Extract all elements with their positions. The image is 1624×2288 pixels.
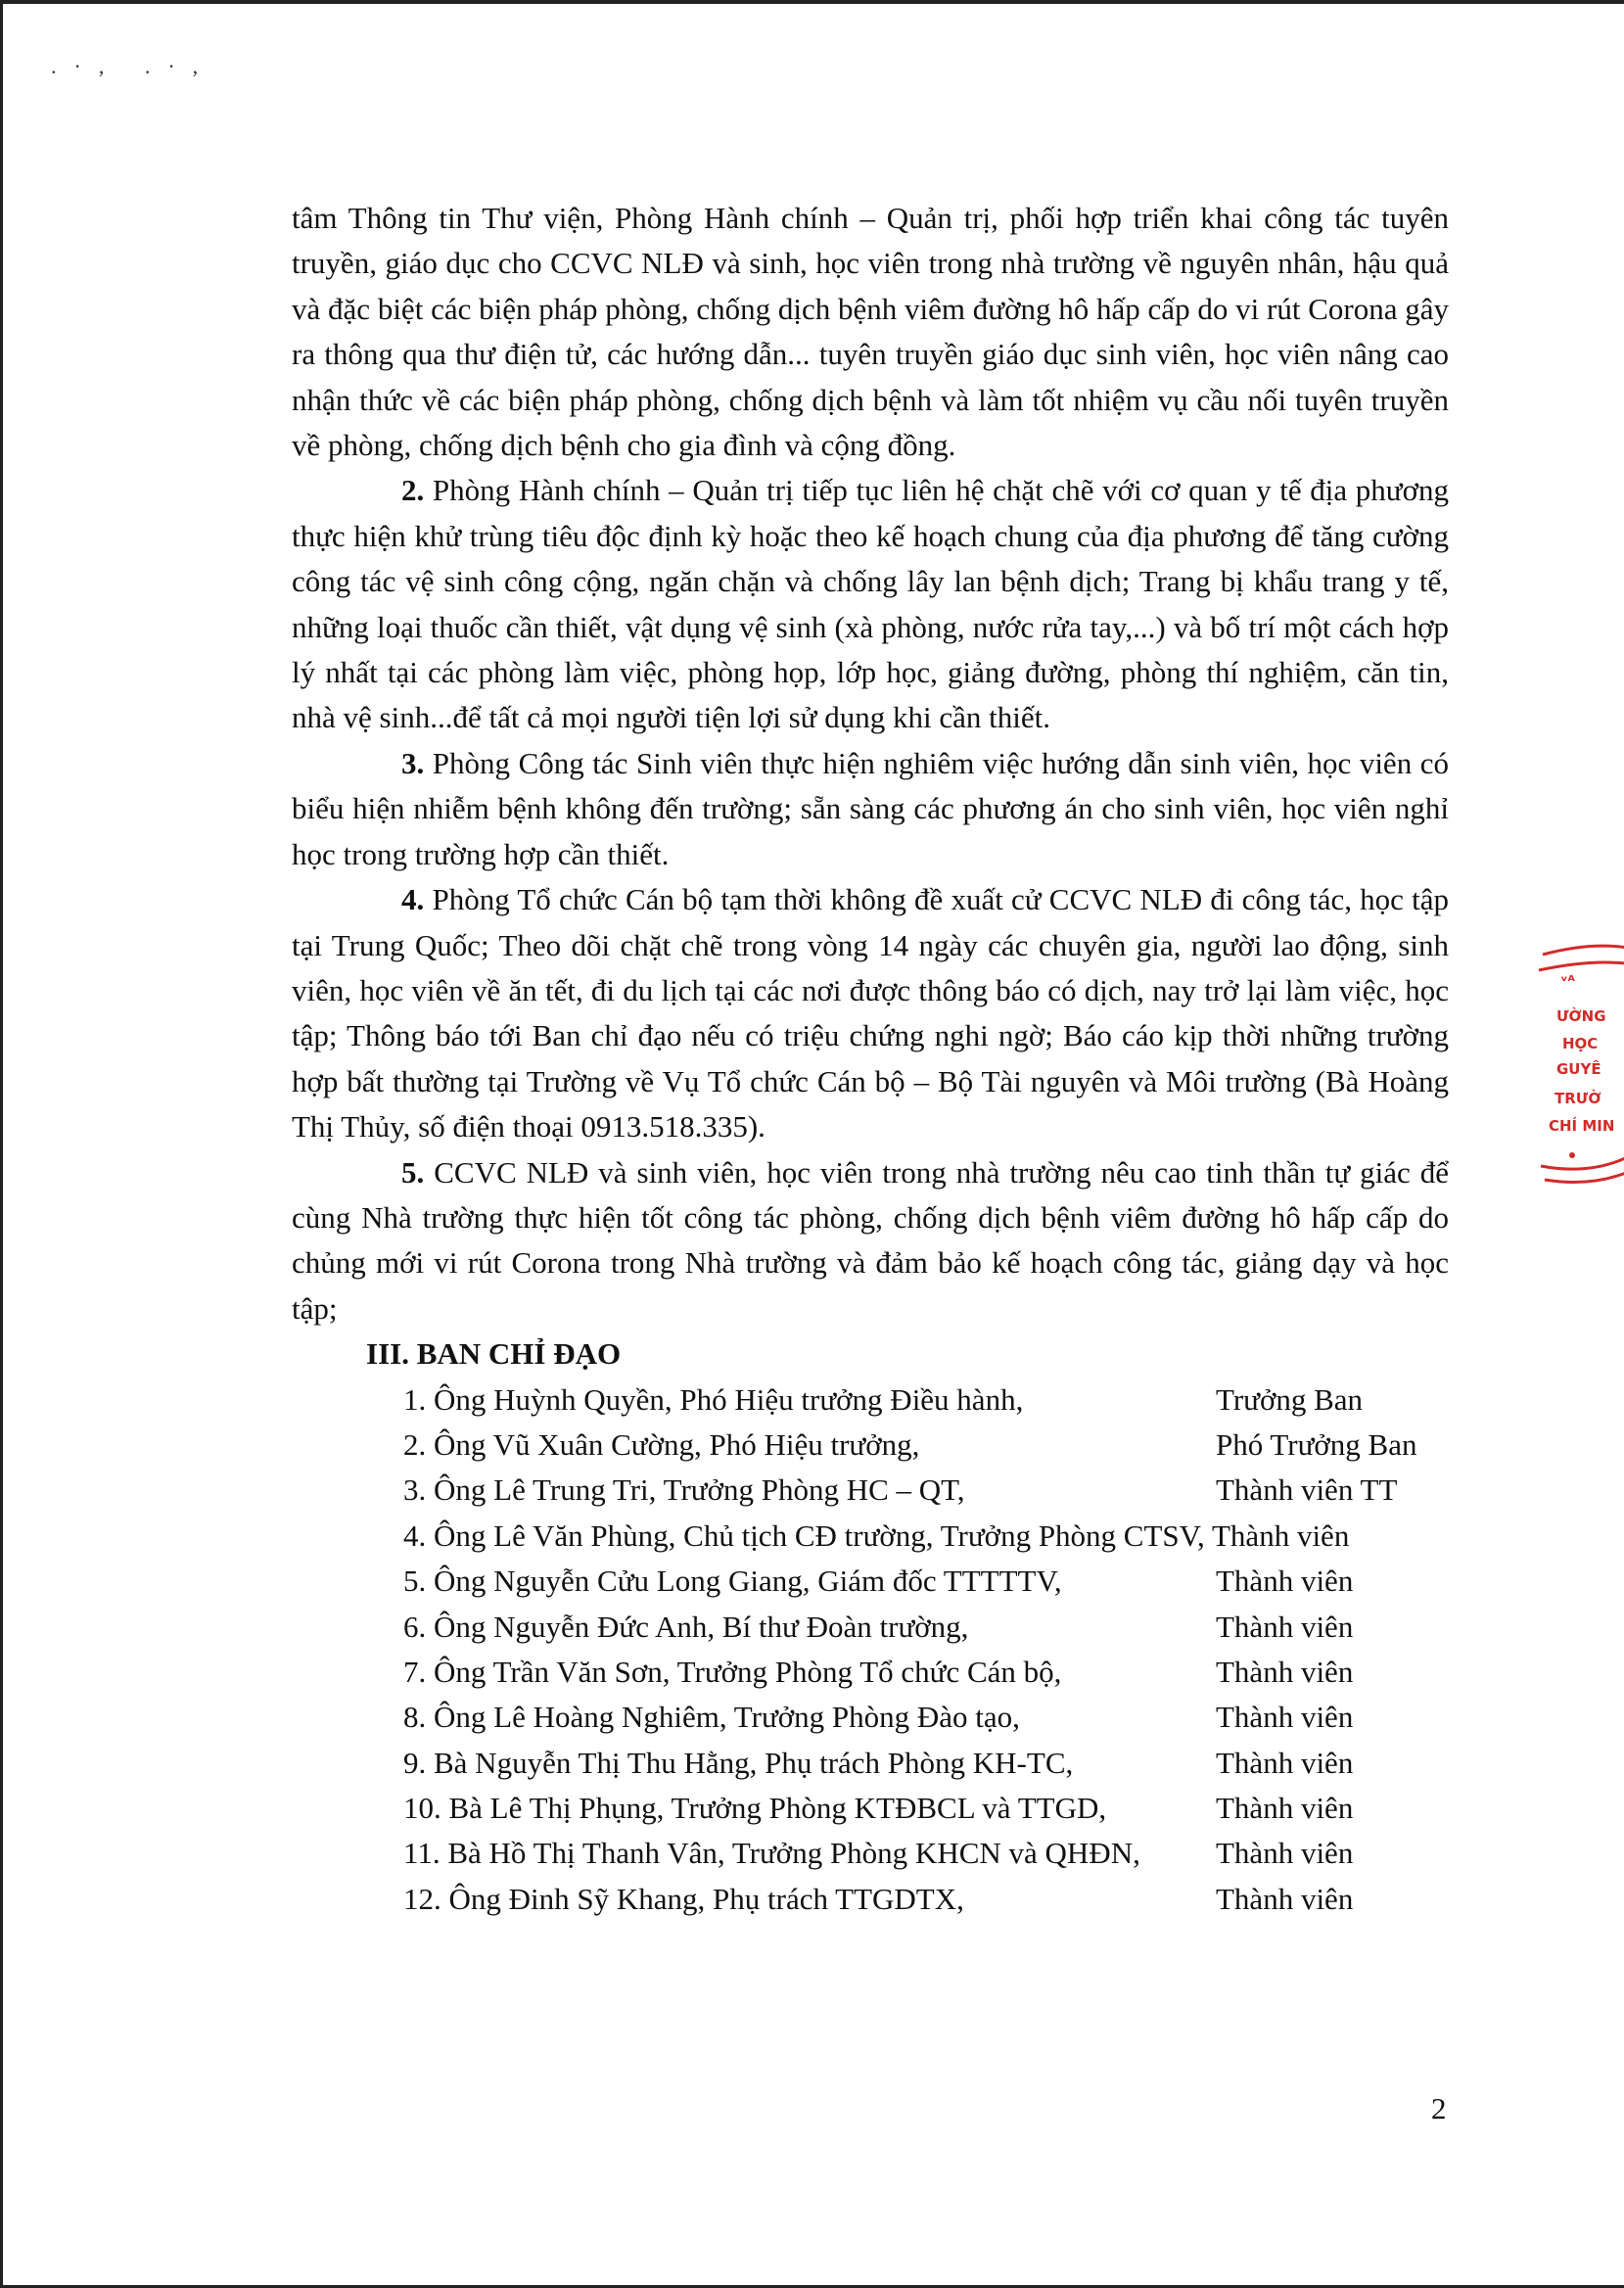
committee-member <box>292 1423 1449 1468</box>
committee-member <box>292 1468 1449 1513</box>
page-number: 2 <box>1431 2091 1447 2125</box>
member-name: 9. Bà Nguyễn Thị Thu Hằng, Phụ trách Phòng KH-TC, <box>403 1745 1074 1780</box>
item-text: Phòng Công tác Sinh viên thực hiện nghiêm việc hướng dẫn sinh viên, học viên có biểu hiện nhiễm bệnh không đến trường; sẵn sàng các phương án cho sinh viên, học viên nghỉ học trong trường hợp cần thiết. <box>292 745 1449 871</box>
item-number: 4. <box>401 882 425 917</box>
item-text: CCVC NLĐ và sinh viên, học viên trong nhà trường nêu cao tinh thần tự giác để cùng Nhà trường thực hiện tốt công tác phòng, chống dịch bệnh viêm đường hô hấp cấp do chủng mới vi rút Corona trong Nhà trường và đảm bảo kế hoạch công tác, giảng dạy và học tập; <box>292 1154 1449 1326</box>
member-role: Thành viên <box>1216 1745 1354 1780</box>
paragraph-item-3 <box>292 741 1449 877</box>
committee-member <box>292 1650 1449 1695</box>
svg-text:ƯỜNG: ƯỜNG <box>1556 1007 1606 1025</box>
member-role: Thành viên <box>1216 1654 1354 1689</box>
member-name: 7. Ông Trần Văn Sơn, Trưởng Phòng Tổ chức Cán bộ, <box>403 1654 1062 1689</box>
paragraph-item-5 <box>292 1150 1449 1332</box>
svg-text:GUYÊ: GUYÊ <box>1556 1060 1601 1078</box>
member-name: 5. Ông Nguyễn Cửu Long Giang, Giám đốc TTTTTV, <box>403 1564 1062 1599</box>
member-role: Thành viên <box>1216 1791 1354 1826</box>
member-name: 6. Ông Nguyễn Đức Anh, Bí thư Đoàn trường, <box>403 1609 969 1644</box>
member-name: 12. Ông Đinh Sỹ Khang, Phụ trách TTGDTX, <box>403 1881 964 1916</box>
item-number: 2. <box>401 473 425 508</box>
section-heading: III. BAN CHỈ ĐẠO <box>366 1336 622 1372</box>
document-body <box>292 196 1449 1922</box>
scan-border-top <box>0 0 1624 4</box>
committee-member <box>292 1786 1449 1831</box>
committee-member <box>292 1831 1449 1876</box>
member-role: Thành viên <box>1216 1564 1354 1599</box>
member-name: 8. Ông Lê Hoàng Nghiêm, Trưởng Phòng Đào tạo, <box>403 1700 1020 1735</box>
member-name: 11. Bà Hồ Thị Thanh Vân, Trưởng Phòng KHCN và QHĐN, <box>403 1836 1140 1871</box>
item-text: Phòng Tổ chức Cán bộ tạm thời không đề xuất cử CCVC NLĐ đi công tác, học tập tại Trung Quốc; Theo dõi chặt chẽ trong vòng 14 ngày các chuyên gia, người lao động, sinh viên, học viên về ăn tết, đi du lịch tại các nơi được thông báo có dịch, nay trở lại làm việc, học tập; Thông báo tới Ban chỉ đạo nếu có triệu chứng nghi ngờ; Báo cáo kịp thời những trường hợp bất thường tại Trường về Vụ Tổ chức Cán bộ – Bộ Tài nguyên và Môi trường (Bà Hoàng Thị Thủy, số điện thoại 0913.518.335). <box>292 882 1449 1144</box>
member-name: 1. Ông Huỳnh Quyền, Phó Hiệu trưởng Điều hành, <box>403 1381 1024 1417</box>
member-name: 10. Bà Lê Thị Phụng, Trưởng Phòng KTĐBCL và TTGD, <box>403 1791 1107 1826</box>
svg-text:TRƯỜ: TRƯỜ <box>1554 1090 1601 1107</box>
member-role: Phó Trưởng Ban <box>1216 1426 1417 1462</box>
paragraph-item-4 <box>292 877 1449 1149</box>
member-name: 4. Ông Lê Văn Phùng, Chủ tịch CĐ trường, Trưởng Phòng CTSV, Thành viên <box>403 1518 1350 1553</box>
official-seal-fragment <box>1535 935 1624 1185</box>
committee-member <box>292 1605 1449 1650</box>
committee-list <box>292 1377 1449 1923</box>
committee-member <box>292 1741 1449 1786</box>
committee-member <box>292 1559 1449 1604</box>
member-role: Thành viên <box>1216 1836 1354 1871</box>
member-role: Thành viên TT <box>1216 1472 1398 1508</box>
scan-specks: .·, .·, <box>51 54 216 78</box>
scan-border-left <box>0 0 3 2288</box>
member-name: 3. Ông Lê Trung Tri, Trưởng Phòng HC – QT, <box>403 1472 965 1508</box>
svg-text:ᵛᴬ: ᵛᴬ <box>1560 972 1575 990</box>
paragraph-intro: tâm Thông tin Thư viện, Phòng Hành chính – Quản trị, phối hợp triển khai công tác tuyên truyền, giáo dục cho CCVC NLĐ và sinh, học viên trong nhà trường về nguyên nhân, hậu quả và đặc biệt các biện pháp phòng, chống dịch bệnh viêm đường hô hấp cấp do vi rút Corona gây ra thông qua thư điện tử, các hướng dẫn... tuyên truyền giáo dục sinh viên, học viên nâng cao nhận thức về các biện pháp phòng, chống dịch bệnh và làm tốt nhiệm vụ cầu nối tuyên truyền về phòng, chống dịch bệnh cho gia đình và cộng đồng. <box>292 201 1449 463</box>
committee-member <box>292 1877 1449 1922</box>
member-role: Thành viên <box>1216 1881 1354 1916</box>
item-number: 5. <box>401 1154 425 1190</box>
member-role: Thành viên <box>1216 1609 1354 1644</box>
committee-member <box>292 1695 1449 1740</box>
committee-member <box>292 1514 1449 1559</box>
member-role: Trưởng Ban <box>1216 1381 1364 1417</box>
seal-graphic <box>1535 935 1624 1185</box>
svg-text:CHÍ MIN: CHÍ MIN <box>1549 1117 1615 1135</box>
member-role: Thành viên <box>1216 1700 1354 1735</box>
member-name: 2. Ông Vũ Xuân Cường, Phó Hiệu trưởng, <box>403 1426 920 1462</box>
item-number: 3. <box>401 745 425 780</box>
item-text: Phòng Hành chính – Quản trị tiếp tục liên hệ chặt chẽ với cơ quan y tế địa phương thực hiện khử trùng tiêu độc định kỳ hoặc theo kế hoạch chung của địa phương để tăng cường công tác vệ sinh công cộng, ngăn chặn và chống lây lan bệnh dịch; Trang bị khẩu trang y tế, những loại thuốc cần thiết, vật dụng vệ sinh (xà phòng, nước rửa tay,...) và bố trí một cách hợp lý nhất tại các phòng làm việc, phòng họp, lớp học, giảng đường, phòng thí nghiệm, căn tin, nhà vệ sinh...để tất cả mọi người tiện lợi sử dụng khi cần thiết. <box>292 473 1450 735</box>
committee-member <box>292 1377 1449 1423</box>
paragraph-item-2 <box>292 468 1449 740</box>
svg-text:HỌC: HỌC <box>1562 1035 1599 1052</box>
